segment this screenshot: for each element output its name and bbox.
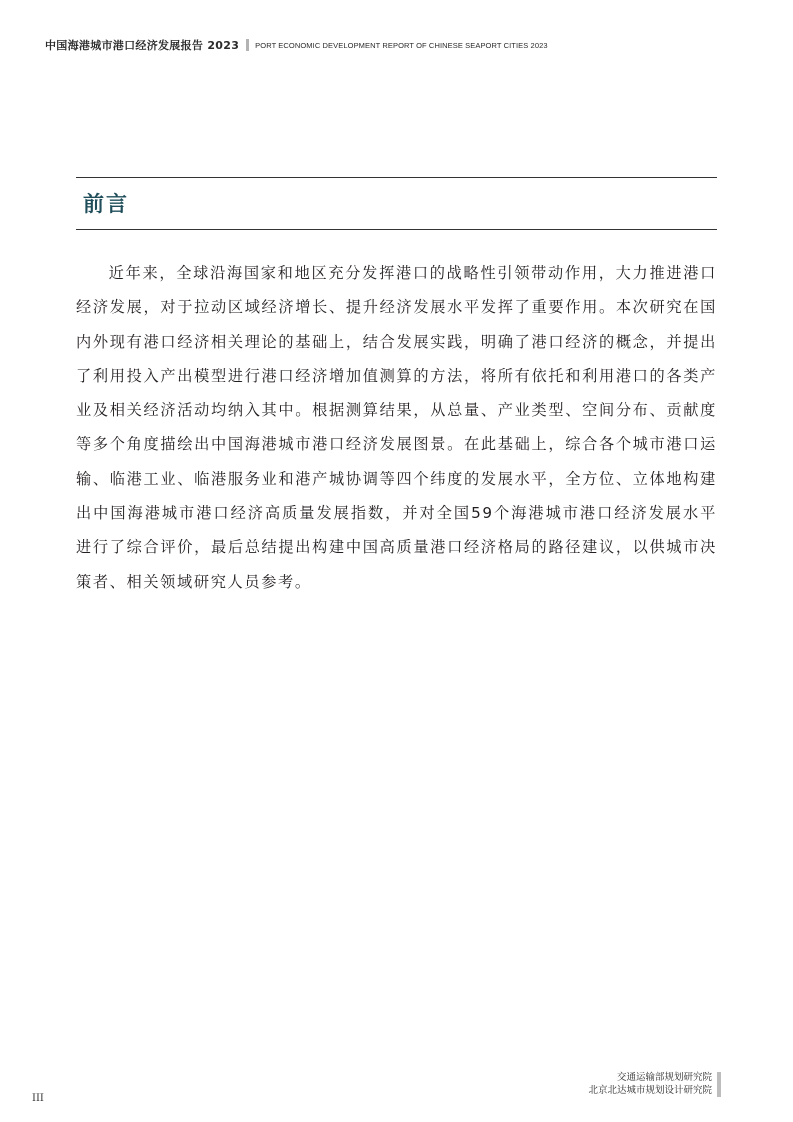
section-title: 前言 xyxy=(83,192,129,216)
header-divider xyxy=(246,39,249,51)
footer-org-line-1: 交通运输部规划研究院 xyxy=(616,1072,712,1083)
footer-organizations xyxy=(588,1072,721,1097)
preface-paragraph: 近年来，全球沿海国家和地区充分发挥港口的战略性引领带动作用，大力推进港口经济发展，对于拉动区域经济增长、提升经济发展水平发挥了重要作用。本次研究在国内外现有港口经济相关理论的基础上，结合发展实践，明确了港口经济的概念，并提出了利用投入产出模型进行港口经济增加值测算的方法，将所有依托和利用港口的各类产业及相关经济活动均纳入其中。根据测算结果，从总量、产业类型、空间分布、贡献度等多个角度描绘出中国海港城市港口经济发展图景。在此基础上，综合各个城市港口运输、临港工业、临港服务业和港产城协调等四个纬度的发展水平，全方位、立体地构建出中国海港城市港口经济高质量发展指数，并对全国59个海港城市港口经济发展水平进行了综合评价，最后总结提出构建中国高质量港口经济格局的路径建议，以供城市决策者、相关领域研究人员参考。 xyxy=(76,264,717,591)
page-number: III xyxy=(32,1093,44,1104)
section-rule-bottom xyxy=(76,229,717,230)
footer-org-line-2: 北京北达城市规划设计研究院 xyxy=(588,1084,712,1096)
header-title-chinese: 中国海港城市港口经济发展报告 2023 xyxy=(45,39,240,52)
section-rule-top xyxy=(76,177,717,178)
footer-org-lines xyxy=(588,1072,712,1097)
footer-divider xyxy=(717,1072,721,1097)
running-header xyxy=(45,37,745,53)
header-title-english: PORT ECONOMIC DEVELOPMENT REPORT OF CHINESE SEAPORT CITIES 2023 xyxy=(255,40,548,50)
